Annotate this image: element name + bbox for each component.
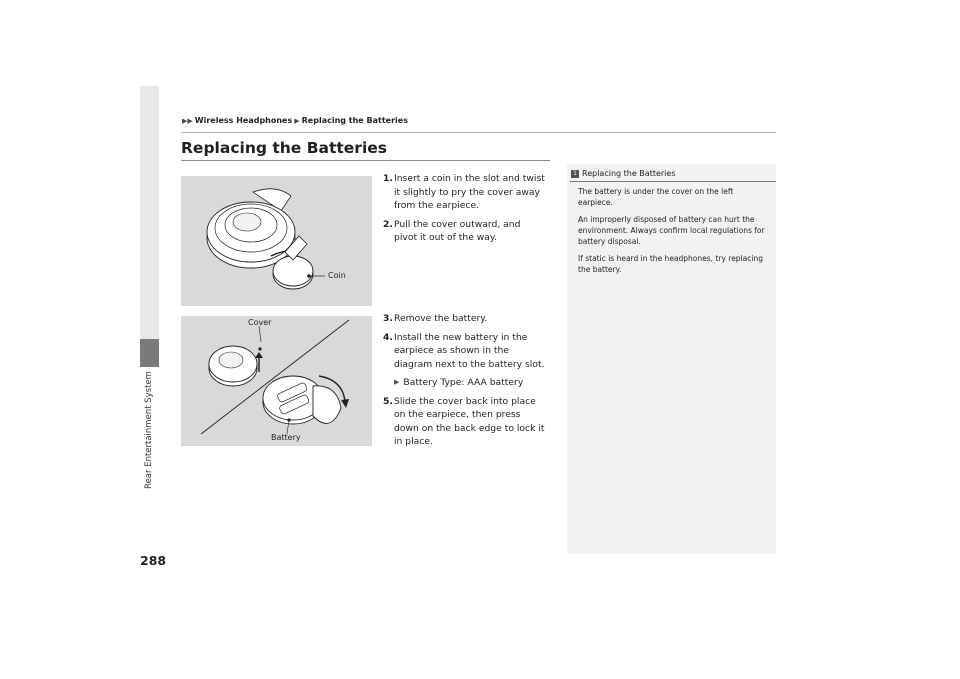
step-item: [383, 331, 546, 372]
step-item: [383, 312, 546, 326]
battery-type-note: [394, 376, 546, 390]
side-note-title: Replacing the Batteries: [582, 169, 676, 178]
breadcrumb-arrow-icon: ▶▶: [182, 116, 193, 125]
section-tab-marker: [140, 339, 159, 367]
chapter-side-label: Rear Entertainment System: [144, 371, 154, 489]
side-note-paragraph: The battery is under the cover on the left earpiece.: [578, 187, 734, 207]
step-item: [383, 395, 546, 449]
side-note-panel: [567, 164, 776, 554]
step-text: Remove the battery.: [394, 313, 488, 324]
page-number: 288: [140, 553, 167, 568]
battery-label: Battery: [271, 433, 301, 442]
step-text: Slide the cover back into place on the earpiece, then press down on the back edge to lock it in place.: [394, 395, 545, 447]
arrow-icon: ▶: [394, 378, 400, 386]
side-bar: [140, 86, 159, 339]
earpiece-coin-illustration: [181, 176, 372, 306]
step-number: 5.: [383, 395, 393, 407]
breadcrumb: [182, 116, 408, 125]
step-item: [383, 172, 546, 213]
side-note-divider: [570, 181, 776, 182]
step-text: Pull the cover outward, and pivot it out of the way.: [394, 218, 521, 243]
step-item: [383, 218, 546, 245]
step-number: 2.: [383, 218, 393, 230]
side-note-heading: [571, 169, 676, 178]
header-divider: [181, 132, 776, 133]
title-divider: [181, 160, 550, 161]
side-note-paragraph: If static is heard in the headphones, try replacing the battery.: [578, 254, 763, 274]
steps-group-1: [383, 172, 546, 250]
note-number-badge: 1: [571, 170, 579, 178]
steps-group-2: [383, 312, 546, 454]
breadcrumb-arrow-icon: ▶: [294, 116, 300, 125]
cover-label: Cover: [248, 318, 272, 327]
breadcrumb-item-replacing-batteries[interactable]: Replacing the Batteries: [301, 116, 408, 125]
figure-battery-install: [181, 316, 372, 446]
battery-type-text: Battery Type: AAA battery: [403, 377, 524, 388]
step-number: 4.: [383, 331, 393, 343]
step-number: 3.: [383, 313, 393, 324]
coin-label: Coin: [328, 271, 346, 280]
step-number: 1.: [383, 173, 393, 184]
breadcrumb-item-wireless-headphones[interactable]: Wireless Headphones: [194, 116, 293, 125]
side-note-body: [578, 186, 768, 281]
earpiece-battery-illustration: [181, 316, 372, 446]
side-note-paragraph: An improperly disposed of battery can hurt the environment. Always confirm local regulations for battery disposal.: [578, 215, 765, 246]
figure-coin-pry-cover: [181, 176, 372, 306]
step-text: Insert a coin in the slot and twist it slightly to pry the cover away from the earpiece.: [394, 173, 545, 211]
page-title: Replacing the Batteries: [181, 139, 387, 157]
step-text: Install the new battery in the earpiece as shown in the diagram next to the battery slot.: [394, 331, 545, 370]
